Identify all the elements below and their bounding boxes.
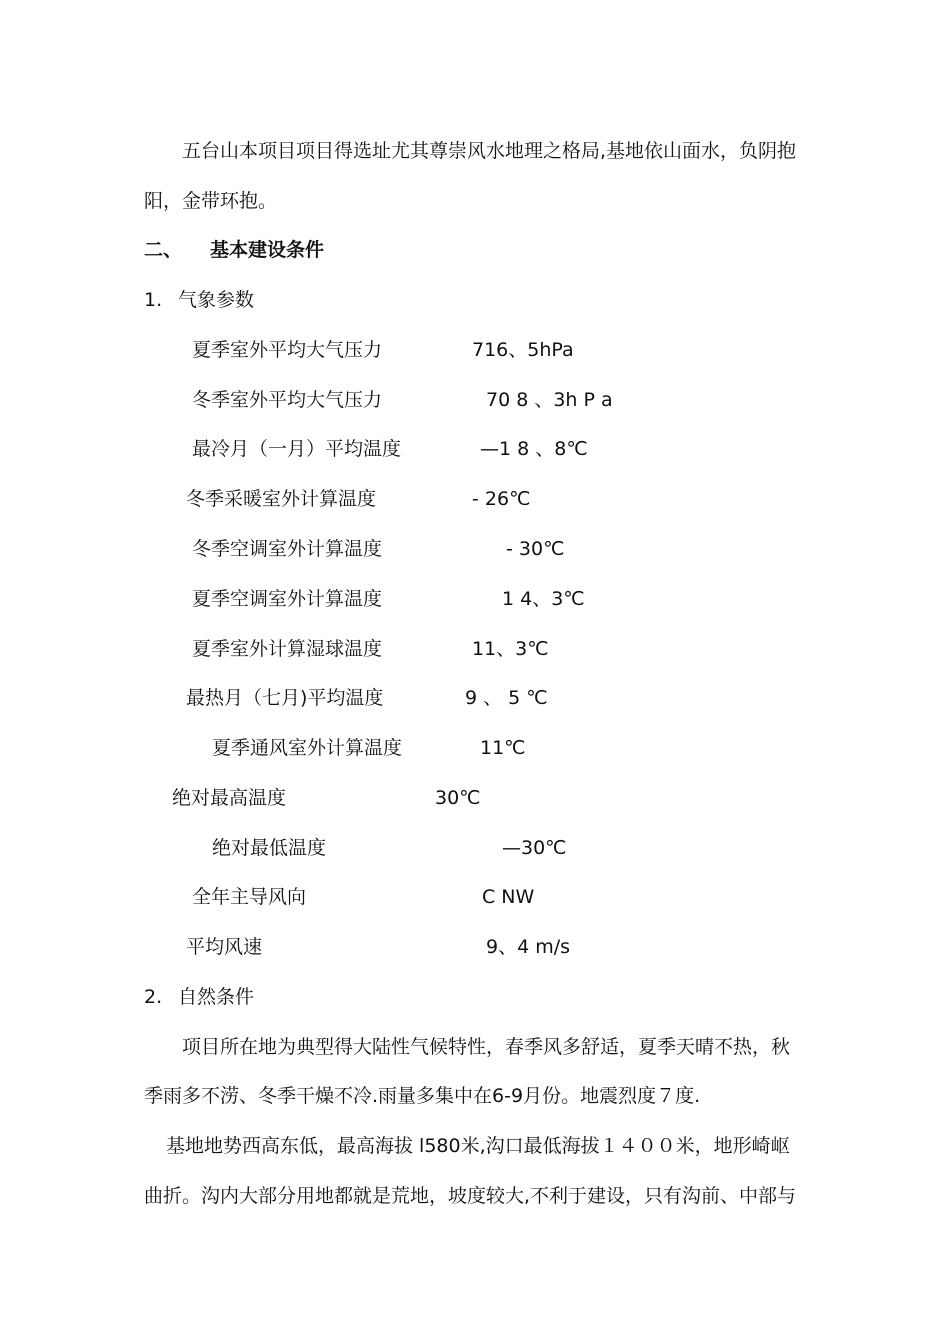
- nature-p2-line-2: 曲折。沟内大部分用地都就是荒地，坡度较大,不利于建设，只有沟前、中部与: [144, 1185, 797, 1207]
- nature-p1-line-1: 项目所在地为典型得大陆性气候特性，春季风多舒适，夏季天晴不热，秋: [182, 1036, 791, 1058]
- param-label: 夏季室外计算湿球温度: [192, 638, 383, 660]
- nature-p1-line-2: 季雨多不涝、冬季干燥不冷.雨量多集中在6-9月份。地震烈度７度.: [144, 1085, 701, 1107]
- param-label: 冬季采暖室外计算温度: [186, 488, 377, 510]
- param-label: 冬季室外平均大气压力: [192, 389, 383, 411]
- param-value: 30℃: [435, 787, 481, 809]
- param-label: 绝对最高温度: [172, 787, 287, 809]
- param-label: 夏季空调室外计算温度: [192, 588, 383, 610]
- param-value: 9、4 m/s: [486, 936, 571, 958]
- subsection-1-number: 1.: [144, 289, 163, 311]
- param-label: 最热月（七月)平均温度: [186, 687, 384, 709]
- section-title: 基本建设条件: [210, 239, 325, 261]
- param-value: —1 8 、8℃: [480, 438, 588, 460]
- param-label: 绝对最低温度: [212, 837, 327, 859]
- subsection-2-number: 2.: [144, 986, 163, 1008]
- param-value: 1 4、3℃: [502, 588, 585, 610]
- param-value: 716、5hPa: [472, 339, 574, 361]
- param-label: 夏季室外平均大气压力: [192, 339, 383, 361]
- nature-p2-line-1: 基地地势西高东低，最高海拔 l580米,沟口最低海拔１４００米，地形崎岖: [166, 1135, 790, 1157]
- param-value: 70 8 、3h P a: [486, 389, 613, 411]
- param-value: - 30℃: [506, 538, 565, 560]
- param-label: 夏季通风室外计算温度: [212, 737, 403, 759]
- subsection-1-title: 气象参数: [178, 289, 255, 311]
- param-value: C NW: [482, 886, 535, 908]
- param-label: 冬季空调室外计算温度: [192, 538, 383, 560]
- param-value: - 26℃: [472, 488, 531, 510]
- param-value: 11℃: [480, 737, 526, 759]
- subsection-2-title: 自然条件: [178, 986, 255, 1008]
- param-value: 9 、 5 ℃: [465, 687, 548, 709]
- param-label: 最冷月（一月）平均温度: [192, 438, 402, 460]
- section-number: 二、: [144, 239, 183, 261]
- intro-line-1: 五台山本项目项目得选址尤其尊崇风水地理之格局,基地依山面水，负阴抱: [182, 140, 797, 162]
- param-value: —30℃: [502, 837, 567, 859]
- param-label: 全年主导风向: [192, 886, 307, 908]
- intro-line-2: 阳，金带环抱。: [144, 190, 278, 212]
- param-value: 11、3℃: [472, 638, 549, 660]
- param-label: 平均风速: [186, 936, 263, 958]
